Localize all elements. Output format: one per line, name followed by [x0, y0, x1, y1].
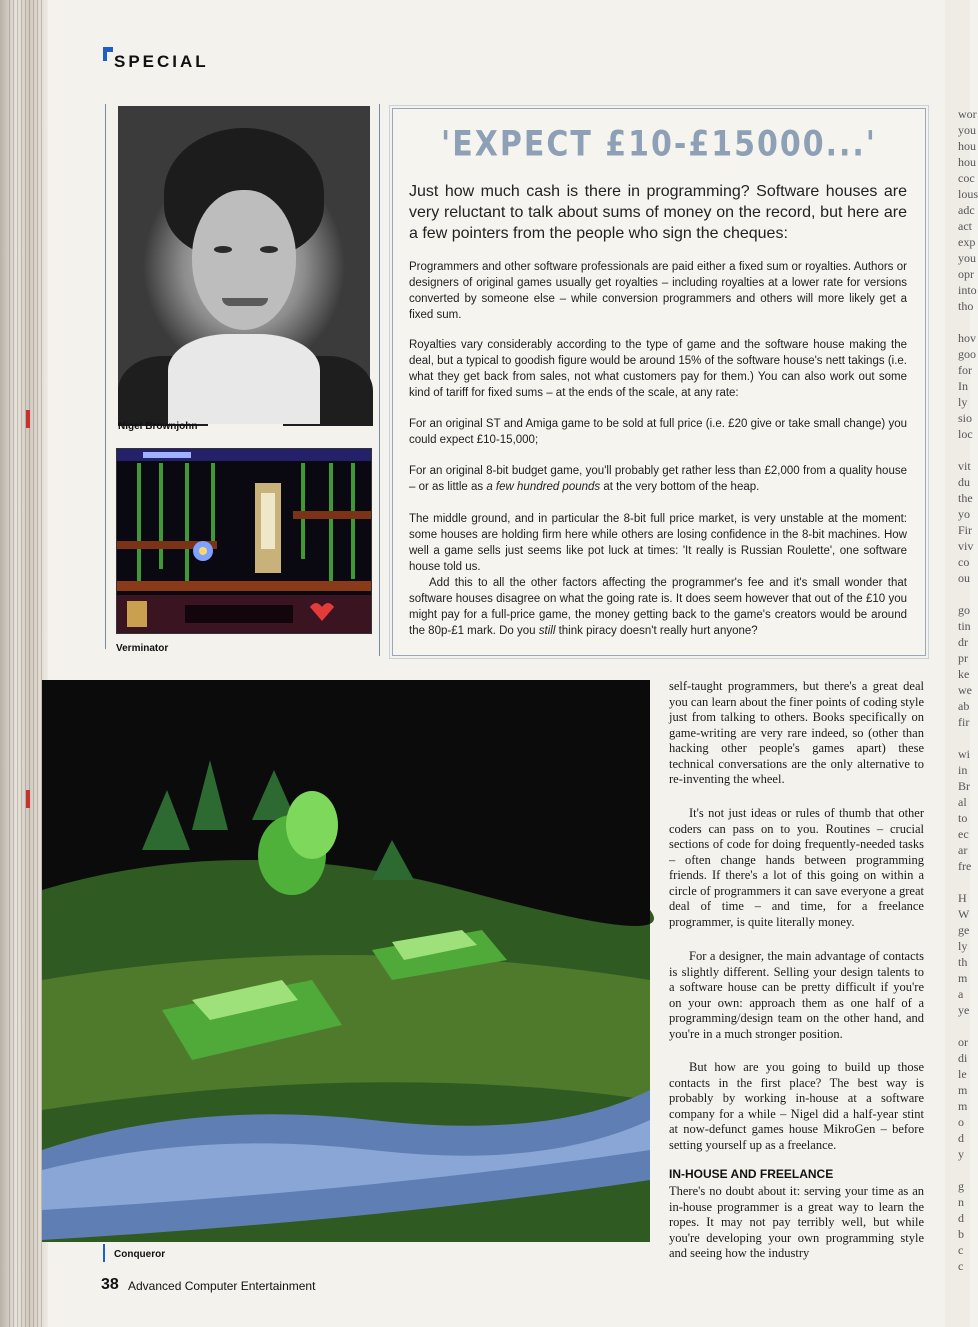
- next-page-fragment: ec: [958, 827, 969, 841]
- next-page-fragment: yo: [958, 507, 970, 521]
- publication-name: Advanced Computer Entertainment: [128, 1279, 316, 1293]
- sidebar-paragraph: For an original ST and Amiga game to be sold at full price (i.e. £20 give or take small change) you could expect £10-15,000;: [409, 418, 907, 446]
- next-page-fragment: b: [958, 1227, 964, 1241]
- photo-caption: Nigel Brownjohn: [118, 421, 198, 432]
- next-page-fragment: tho: [958, 299, 974, 313]
- next-page-fragment: ly: [958, 395, 968, 409]
- next-page-fragment: fre: [958, 859, 972, 873]
- next-page-fragment: hou: [958, 155, 976, 169]
- caption-rule: [103, 1244, 105, 1262]
- next-page-fragment: In: [958, 379, 968, 393]
- next-page-fragment: m: [958, 971, 968, 985]
- page-edges: [6, 0, 42, 1327]
- next-page-fragment: ye: [958, 1003, 970, 1017]
- column-rule: [105, 104, 106, 649]
- next-page-fragment: ly: [958, 939, 968, 953]
- next-page-fragment: or: [958, 1035, 968, 1049]
- page-number: 38: [101, 1276, 119, 1293]
- sidebar-intro: Just how much cash is there in programming? Software houses are very reluctant to talk about sums of money on the record, but here are a few pointers from the people who sign the cheques:: [409, 183, 907, 242]
- sidebar-paragraph: Programmers and other software professionals are paid either a fixed sum or royalties. Authors or designers of original games usually get royalties – including royalties at a lower rate for versions converted by someone else – while conversion programmers and others will more likely get a fixed sum.: [409, 261, 907, 321]
- column-rule: [379, 104, 380, 656]
- next-page-fragment: ke: [958, 667, 970, 681]
- next-page-fragment: you: [958, 123, 976, 137]
- next-page-fragment: c: [958, 1259, 964, 1273]
- next-page-fragment: sio: [958, 411, 973, 425]
- next-page-fragment: a: [958, 987, 964, 1001]
- sidebar-title: 'EXPECT £10-£15000...': [441, 124, 877, 165]
- next-page-fragment: hov: [958, 331, 976, 345]
- verminator-screenshot: [116, 448, 372, 634]
- next-page-fragment: m: [958, 1083, 968, 1097]
- subheading: IN-HOUSE AND FREELANCE: [669, 1167, 834, 1181]
- next-page-fragment: goo: [958, 347, 976, 361]
- next-page-fragment: ar: [958, 843, 968, 857]
- next-page-fragment: g: [958, 1179, 964, 1193]
- next-page-fragment: the: [958, 491, 973, 505]
- next-page-fragment: to: [958, 811, 968, 825]
- next-page-fragment: tin: [958, 619, 971, 633]
- sidebar-box: [392, 108, 926, 656]
- next-page-fragment: loc: [958, 427, 973, 441]
- next-page-fragment: dr: [958, 635, 968, 649]
- next-page-fragment: adc: [958, 203, 975, 217]
- next-page-fragment: vit: [958, 459, 971, 473]
- next-page-fragment: al: [958, 795, 967, 809]
- spine-red-mark: [26, 790, 30, 808]
- next-page-fragment: you: [958, 251, 976, 265]
- next-page-fragment: Br: [958, 779, 970, 793]
- section-label: SPECIAL: [114, 52, 209, 71]
- next-page-fragment: we: [958, 683, 972, 697]
- sidebar-paragraph: Add this to all the other factors affecting the programmer's fee and it's small wonder that software houses disagree on what the going rate is. It does seem however that out of the £10 you might pay for a full-price game, the money getting back to the game's creators would be around the 80p-£1 mark. Do you still think piracy doesn't really hurt anyone?: [409, 577, 907, 637]
- next-page-fragment: di: [958, 1051, 968, 1065]
- body-paragraph: For a designer, the main advantage of contacts is slightly different. Selling your design talents to a software house can be pretty difficult if you're on your own: approach them as one half of a programming/design team on the other hand, and you're in a much stronger position.: [669, 949, 924, 1041]
- next-page-fragment: pr: [958, 651, 968, 665]
- next-page-fragment: hou: [958, 139, 976, 153]
- next-page-fragment: H: [958, 891, 967, 905]
- next-page-fragment: act: [958, 219, 972, 233]
- next-page-fragment: Fir: [958, 523, 973, 537]
- next-page-fragment: y: [958, 1147, 964, 1161]
- next-page-fragment: wor: [958, 107, 977, 121]
- next-page-fragment: n: [958, 1195, 964, 1209]
- body-paragraph: It's not just ideas or rules of thumb that other coders can pass on to you. Routines – crucial sections of code for doing frequently-needed tasks – often change hands between programming friends. If there's a lot of this going on within a circle of programmers it can save everyone a great deal of time – and time, for a freelance programmer, is quite literally money.: [669, 806, 924, 929]
- next-page-fragment: th: [958, 955, 968, 969]
- next-page-fragment: co: [958, 555, 970, 569]
- next-page-fragment: W: [958, 907, 970, 921]
- next-page-fragment: d: [958, 1211, 964, 1225]
- body-paragraph: There's no doubt about it: serving your time as an in-house programmer is a great way to learn the ropes. It may not pay terribly well, but while you're developing your own programming style and seeing how the industry: [669, 1184, 924, 1260]
- next-page-fragment: fir: [958, 715, 970, 729]
- body-paragraph: self-taught programmers, but there's a great deal you can learn about the finer points of coding style just from talking to others. Books specifically on game-writing are very rare indeed, so (other than hacking other people's games apart) these technical conversations are the only alternative to re-inventing the wheel.: [669, 679, 924, 786]
- screenshot-caption: Verminator: [116, 643, 169, 654]
- next-page-fragment: opr: [958, 267, 974, 281]
- next-page-fragment: o: [958, 1115, 964, 1129]
- section-marker-icon: [103, 47, 113, 61]
- next-page-fragment: lous: [958, 187, 978, 201]
- next-page-fragment: m: [958, 1099, 968, 1113]
- sidebar-paragraph: The middle ground, and in particular the 8-bit full price market, is very unstable at the moment: some houses are holding firm here while others are losing confidence in the 8-bit machines. How well a game sells just seems like pot luck at times: 'It really is Russian Roulette', one software house told us.: [409, 513, 907, 573]
- next-page-fragment: c: [958, 1243, 964, 1257]
- next-page-fragment: go: [958, 603, 970, 617]
- next-page-fragment: viv: [958, 539, 974, 553]
- screenshot-caption: Conqueror: [114, 1249, 166, 1260]
- next-page-fragment: le: [958, 1067, 967, 1081]
- next-page-fragment: in: [958, 763, 968, 777]
- next-page-fragment: into: [958, 283, 977, 297]
- next-page-fragment: d: [958, 1131, 964, 1145]
- sidebar-paragraph: Royalties vary considerably according to the type of game and the software house making the deal, but a typical to goodish figure would be around 15% of the software house's nett takings (i.e. what they get back from sales, not what customers pay for them.) You can also work out some kind of tariff for fixed sums – at the ends of the scale, at any rate:: [409, 339, 907, 399]
- next-page-fragment: ge: [958, 923, 970, 937]
- next-page-fragment: exp: [958, 235, 976, 249]
- next-page-fragment: for: [958, 363, 972, 377]
- next-page-fragment: ou: [958, 571, 970, 585]
- conqueror-screenshot: [42, 680, 650, 1242]
- body-paragraph: But how are you going to build up those contacts in the first place? The best way is probably by working in-house at a software company for a while – Nigel did a half-year stint at now-defunct games house MikroGen – before setting yourself up as a freelance.: [669, 1060, 924, 1152]
- next-page-fragment: coc: [958, 171, 975, 185]
- next-page-fragment: ab: [958, 699, 970, 713]
- next-page-fragment: wi: [958, 747, 970, 761]
- next-page-fragment: du: [958, 475, 970, 489]
- sidebar-paragraph: For an original 8-bit budget game, you'll probably get rather less than £2,000 from a quality house – or as little as a few hundred pounds at the very bottom of the heap.: [409, 465, 907, 493]
- spine-red-mark: [26, 410, 30, 428]
- nigel-brownjohn-photo: [118, 106, 370, 414]
